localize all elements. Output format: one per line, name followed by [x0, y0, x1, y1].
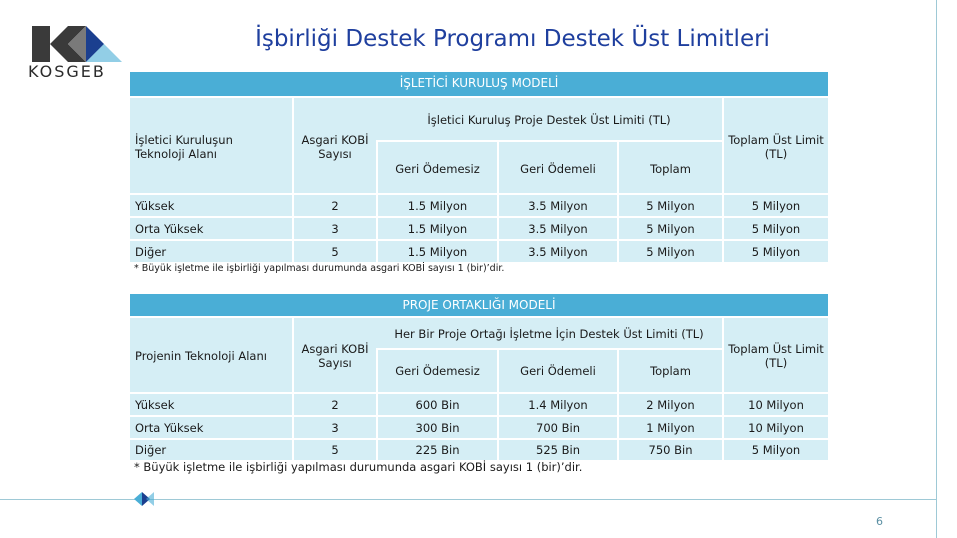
s2-row-toplam: 2 Milyon: [646, 397, 695, 412]
s2-row-ust: 5 Milyon: [751, 443, 801, 457]
s1-row-odemeli: 3.5 Milyon: [528, 198, 588, 213]
section2-heading: PROJE ORTAKLIĞI MODELİ: [130, 294, 828, 316]
s1-row-kobi: 5: [331, 244, 339, 259]
page-number: 6: [876, 515, 883, 528]
s1-row-area: Yüksek: [135, 198, 175, 213]
s1-row-odemesiz: 1.5 Milyon: [407, 244, 468, 259]
s1-row-odemesiz: 1.5 Milyon: [407, 221, 468, 236]
s1-row-odemeli: 3.5 Milyon: [528, 244, 588, 259]
s2-row-kobi: 5: [331, 443, 339, 457]
s2-row-odemeli: 1.4 Milyon: [528, 397, 588, 412]
s2-col-toplam: Toplam: [650, 364, 691, 378]
s1-col-toplam-ust: Toplam Üst Limit (TL): [728, 132, 824, 161]
s1-row-kobi: 2: [331, 198, 339, 213]
s1-col-toplam: Toplam: [650, 162, 691, 176]
page-title: İşbirliği Destek Programı Destek Üst Limitleri: [255, 26, 770, 52]
s2-row-toplam: 1 Milyon: [646, 420, 695, 435]
s1-row-kobi: 3: [331, 221, 339, 236]
s2-row-kobi: 2: [331, 397, 339, 412]
s1-row-toplam: 5 Milyon: [646, 198, 695, 213]
s1-footnote: * Büyük işletme ile işbirliği yapılması durumunda asgari KOBİ sayısı 1 (bir)’dir.: [134, 263, 505, 274]
s2-row-ust: 10 Milyon: [748, 397, 804, 412]
s1-row-odemeli: 3.5 Milyon: [528, 221, 588, 236]
s1-col-geri-odemesiz: Geri Ödemesiz: [395, 162, 480, 176]
s2-row-area: Orta Yüksek: [135, 420, 204, 435]
s2-row-ust: 10 Milyon: [748, 420, 804, 435]
s1-row-ust: 5 Milyon: [751, 198, 801, 213]
s1-row-ust: 5 Milyon: [751, 221, 801, 236]
double-chevron-icon: [132, 491, 156, 507]
s2-col-geri-odemeli: Geri Ödemeli: [520, 364, 596, 378]
brand-name: KOSGEB: [28, 62, 106, 81]
s1-col-area: İşletici Kuruluşun Teknoloji Alanı: [135, 132, 233, 161]
s1-col-geri-odemeli: Geri Ödemeli: [520, 162, 596, 176]
s1-row-toplam: 5 Milyon: [646, 244, 695, 259]
s2-row-area: Diğer: [135, 443, 167, 457]
s2-col-area: Projenin Teknoloji Alanı: [135, 349, 267, 363]
s2-row-odemesiz: 300 Bin: [415, 420, 460, 435]
s2-col-group: Her Bir Proje Ortağı İşletme İçin Destek Üst Limiti (TL): [394, 327, 704, 341]
s2-row-odemeli: 700 Bin: [536, 420, 580, 435]
s1-col-group: İşletici Kuruluş Proje Destek Üst Limiti (TL): [427, 113, 671, 127]
s1-row-ust: 5 Milyon: [751, 244, 801, 259]
s1-row-area: Diğer: [135, 244, 167, 259]
s2-row-odemesiz: 600 Bin: [415, 397, 460, 412]
s2-col-kobi: Asgari KOBİ Sayısı: [301, 342, 369, 370]
section1-heading: İŞLETİCİ KURULUŞ MODELİ: [130, 72, 828, 96]
s2-row-kobi: 3: [331, 420, 339, 435]
s1-row-odemesiz: 1.5 Milyon: [407, 198, 468, 213]
s1-col-kobi: Asgari KOBİ Sayısı: [301, 132, 369, 161]
s2-footnote: * Büyük işletme ile işbirliği yapılması durumunda asgari KOBİ sayısı 1 (bir)’dir.: [134, 460, 583, 474]
s1-row-toplam: 5 Milyon: [646, 221, 695, 236]
frame-right-line: [936, 0, 937, 538]
s1-row-area: Orta Yüksek: [135, 221, 204, 236]
s2-row-toplam: 750 Bin: [648, 443, 693, 457]
s2-row-area: Yüksek: [135, 397, 175, 412]
s2-row-odemesiz: 225 Bin: [415, 443, 460, 457]
s2-col-geri-odemesiz: Geri Ödemesiz: [395, 364, 480, 378]
s2-col-toplam-ust: Toplam Üst Limit (TL): [728, 342, 824, 370]
s2-row-odemeli: 525 Bin: [536, 443, 580, 457]
